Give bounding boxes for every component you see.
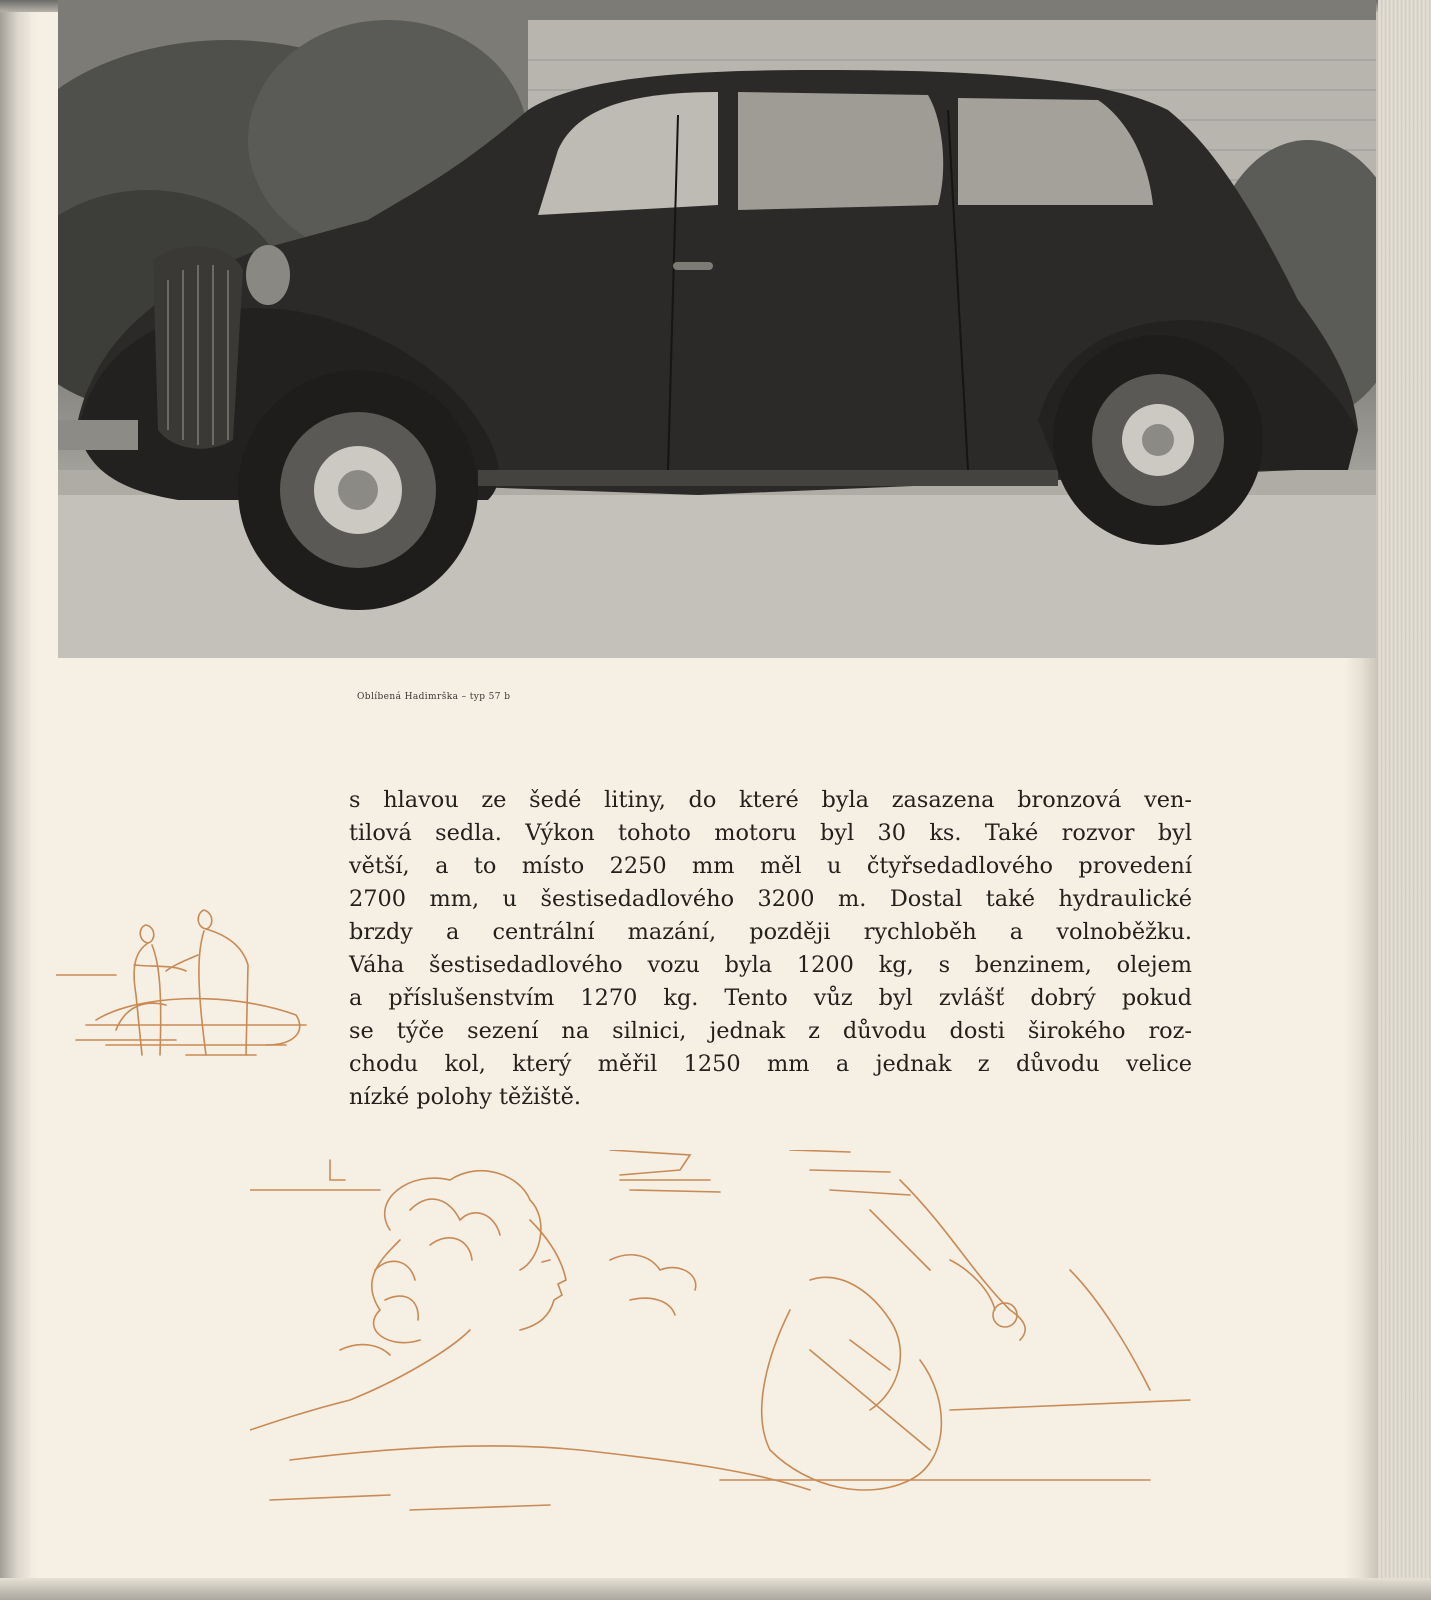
body-line: chodu kol, který měřil 1250 mm a jednak z důvodu velice [349,1051,1192,1077]
page-bottom-edge [0,1578,1431,1600]
car-photo [58,0,1376,658]
body-line: brzdy a centrální mazání, později rychloběh a volnoběžku. [349,919,1192,945]
body-line: s hlavou ze šedé litiny, do které byla zasazena bronzová ven- [349,787,1192,813]
page-stack-edge [1378,0,1431,1600]
body-line: a příslušenstvím 1270 kg. Tento vůz byl zvlášť dobrý pokud [349,985,1192,1011]
body-line: větší, a to místo 2250 mm měl u čtyřsedadlového provedení [349,853,1192,879]
body-line: tilová sedla. Výkon tohoto motoru byl 30 ks. Také rozvor byl [349,820,1192,846]
body-paragraph [349,784,1192,1114]
body-line-last: nízké polohy těžiště. [349,1084,582,1110]
body-line: 2700 mm, u šestisedadlového 3200 m. Dostal také hydraulické [349,886,1192,912]
photo-caption: Oblíbená Hadimrška – typ 57 b [357,692,511,702]
book-binding [0,0,30,1600]
two-men-sketch [56,905,316,1100]
body-line: se týče sezení na silnici, jednak z důvodu dosti širokého roz- [349,1018,1192,1044]
woman-driving-sketch [250,1150,1220,1550]
body-line: Váha šestisedadlového vozu byla 1200 kg, s benzinem, olejem [349,952,1192,978]
